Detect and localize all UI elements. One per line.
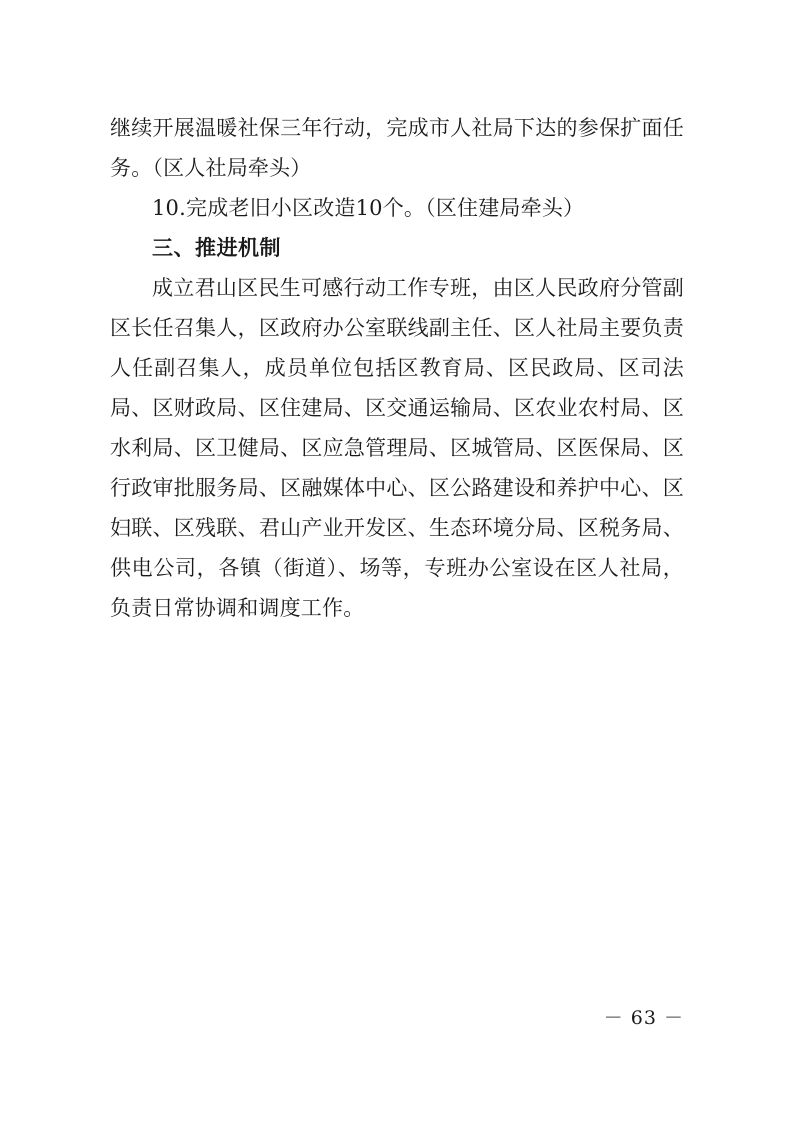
paragraph-continuation: 继续开展温暖社保三年行动，完成市人社局下达的参保扩面任务。（区人社局牵头） <box>110 116 684 180</box>
paragraph-mechanism-body: 成立君山区民生可感行动工作专班，由区人民政府分管副区长任召集人，区政府办公室联线副主任、区人社局主要负责人任副召集人，成员单位包括区教育局、区民政局、区司法局、区财政局、区住建局、区交通运输局、区农业农村局、区水利局、区卫健局、区应急管理局、区城管局、区医保局、区行政审批服务局、区融媒体中心、区公路建设和养护中心、区妇联、区残联、君山产业开发区、生态环境分局、区税务局、供电公司，各镇（街道）、场等，专班办公室设在区人社局，负责日常协调和调度工作。 <box>110 276 684 620</box>
section-heading-promotion-mechanism: 三、推进机制 <box>152 235 281 260</box>
page-number: － 63 － <box>603 1007 684 1029</box>
paragraph-item-10: 10.完成老旧小区改造10个。（区住建局牵头） <box>152 196 585 220</box>
